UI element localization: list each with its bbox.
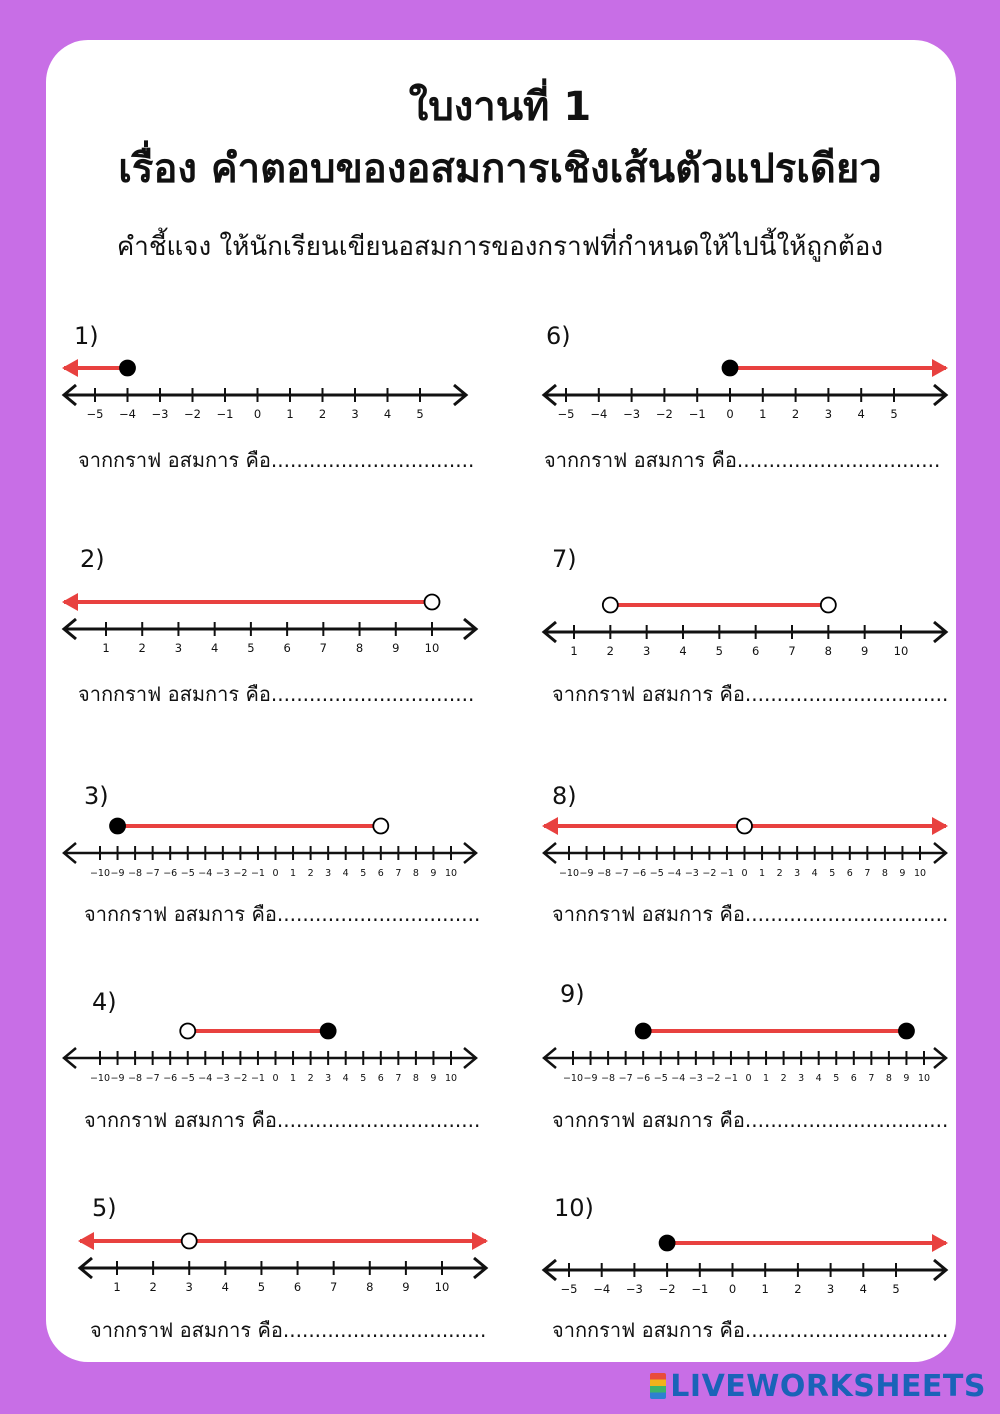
tick-label: −3 bbox=[684, 868, 699, 879]
tick-label: −7 bbox=[145, 1073, 160, 1084]
tick-label: −7 bbox=[618, 1073, 633, 1084]
tick-label: 1 bbox=[290, 868, 297, 879]
tick-label: 8 bbox=[824, 644, 832, 658]
tick-label: 4 bbox=[859, 1282, 867, 1296]
tick-label: 2 bbox=[606, 644, 614, 658]
open-dot bbox=[373, 819, 388, 834]
problem-number: 10) bbox=[554, 1194, 594, 1222]
ray-arrow-left bbox=[62, 593, 78, 611]
tick-label: 0 bbox=[728, 1282, 737, 1296]
tick-label: 10 bbox=[444, 868, 458, 879]
number-line bbox=[60, 592, 480, 654]
tick-label: 8 bbox=[355, 641, 364, 655]
tick-label: 0 bbox=[726, 407, 734, 421]
ray-arrow-left bbox=[62, 359, 78, 377]
brand-logo-icon bbox=[650, 1373, 666, 1399]
tick-label: −1 bbox=[691, 1282, 709, 1296]
tick-label: −4 bbox=[198, 1073, 213, 1084]
tick-label: 3 bbox=[824, 407, 833, 421]
tick-label: −5 bbox=[649, 868, 664, 879]
ray-arrow-right bbox=[472, 1232, 488, 1250]
tick-label: 10 bbox=[913, 868, 927, 879]
problem-number: 1) bbox=[74, 322, 99, 350]
tick-label: −8 bbox=[128, 868, 143, 879]
tick-label: 2 bbox=[307, 1073, 314, 1084]
answer-field[interactable]: จากกราฟ อสมการ คือ................................ bbox=[552, 902, 949, 926]
problem-number: 9) bbox=[560, 980, 585, 1008]
instructions: คำชี้แจง ให้นักเรียนเขียนอสมการของกราฟที่กำหนดให้ไปนี้ให้ถูกต้อง bbox=[116, 232, 884, 262]
tick-label: 10 bbox=[917, 1073, 931, 1084]
tick-label: 4 bbox=[342, 1073, 349, 1084]
answer-field[interactable]: จากกราฟ อสมการ คือ................................ bbox=[552, 1108, 949, 1132]
tick-label: −2 bbox=[706, 1073, 721, 1084]
tick-label: 5 bbox=[360, 868, 367, 879]
tick-label: 1 bbox=[759, 407, 767, 421]
tick-label: 5 bbox=[715, 644, 723, 658]
tick-label: 3 bbox=[325, 1073, 332, 1084]
number-line bbox=[540, 1232, 950, 1294]
number-line bbox=[60, 1020, 480, 1082]
open-dot bbox=[180, 1024, 195, 1039]
tick-label: −5 bbox=[180, 868, 195, 879]
tick-label: 2 bbox=[149, 1280, 157, 1294]
tick-label: 3 bbox=[798, 1073, 805, 1084]
liveworksheets-logo[interactable] bbox=[650, 1369, 986, 1404]
tick-label: −7 bbox=[145, 868, 160, 879]
number-line bbox=[60, 814, 480, 879]
tick-label: 8 bbox=[885, 1073, 892, 1084]
tick-label: 3 bbox=[643, 644, 651, 658]
brand-name: LIVEWORKSHEETS bbox=[670, 1369, 986, 1404]
problem-number: 5) bbox=[92, 1194, 117, 1222]
tick-label: 1 bbox=[761, 1282, 769, 1296]
tick-label: 7 bbox=[395, 1073, 402, 1084]
tick-label: 2 bbox=[794, 1282, 802, 1296]
tick-label: 5 bbox=[829, 868, 836, 879]
tick-label: 10 bbox=[434, 1280, 450, 1294]
tick-label: −4 bbox=[119, 407, 136, 421]
problem-number: 2) bbox=[80, 545, 105, 573]
tick-label: −10 bbox=[89, 868, 111, 879]
answer-field[interactable]: จากกราฟ อสมการ คือ................................ bbox=[84, 902, 481, 926]
tick-label: 6 bbox=[752, 644, 760, 658]
tick-label: 1 bbox=[763, 1073, 770, 1084]
open-dot bbox=[425, 595, 440, 610]
tick-label: −2 bbox=[702, 868, 717, 879]
tick-label: 2 bbox=[791, 407, 800, 421]
tick-label: 5 bbox=[257, 1280, 266, 1294]
tick-label: 9 bbox=[392, 641, 400, 655]
tick-label: 8 bbox=[412, 868, 419, 879]
tick-label: 3 bbox=[826, 1282, 835, 1296]
tick-label: −1 bbox=[719, 868, 734, 879]
closed-dot bbox=[723, 361, 738, 376]
tick-label: 0 bbox=[272, 868, 279, 879]
problem-number: 8) bbox=[552, 782, 577, 810]
ray-arrow-right bbox=[932, 817, 948, 835]
tick-label: 2 bbox=[318, 407, 327, 421]
number-line bbox=[540, 360, 950, 420]
tick-label: −3 bbox=[151, 407, 169, 421]
ray-arrow-right bbox=[932, 359, 948, 377]
tick-label: 3 bbox=[185, 1280, 193, 1294]
tick-label: 0 bbox=[741, 868, 748, 879]
tick-label: 7 bbox=[868, 1073, 875, 1084]
tick-label: 8 bbox=[366, 1280, 374, 1294]
tick-label: 4 bbox=[221, 1280, 229, 1294]
open-dot bbox=[182, 1234, 197, 1249]
tick-label: −3 bbox=[623, 407, 641, 421]
tick-label: −2 bbox=[184, 407, 201, 421]
tick-label: 10 bbox=[444, 1073, 458, 1084]
closed-dot bbox=[660, 1236, 675, 1251]
closed-dot bbox=[110, 819, 125, 834]
tick-label: 9 bbox=[430, 868, 437, 879]
tick-label: −4 bbox=[593, 1282, 611, 1296]
tick-label: 1 bbox=[113, 1280, 121, 1294]
tick-label: −4 bbox=[198, 868, 213, 879]
tick-label: 4 bbox=[342, 868, 349, 879]
tick-label: 0 bbox=[253, 407, 262, 421]
tick-label: 6 bbox=[293, 1280, 302, 1294]
tick-label: 7 bbox=[788, 644, 796, 658]
tick-label: 0 bbox=[745, 1073, 752, 1084]
tick-label: −10 bbox=[562, 1073, 584, 1084]
tick-label: −8 bbox=[128, 1073, 143, 1084]
tick-label: 3 bbox=[325, 868, 332, 879]
tick-label: 5 bbox=[247, 641, 255, 655]
tick-label: −9 bbox=[579, 868, 594, 879]
tick-label: 1 bbox=[759, 868, 766, 879]
tick-label: 1 bbox=[570, 644, 578, 658]
tick-label: 8 bbox=[881, 868, 888, 879]
tick-label: 3 bbox=[174, 641, 183, 655]
tick-label: 1 bbox=[102, 641, 110, 655]
ray-arrow-right bbox=[932, 1234, 948, 1252]
tick-label: −1 bbox=[723, 1073, 738, 1084]
tick-label: 5 bbox=[833, 1073, 840, 1084]
tick-label: −4 bbox=[590, 407, 608, 421]
closed-dot bbox=[120, 361, 135, 376]
tick-label: 4 bbox=[679, 644, 687, 658]
tick-label: −3 bbox=[625, 1282, 643, 1296]
tick-label: 1 bbox=[286, 407, 294, 421]
answer-field[interactable]: จากกราฟ อสมการ คือ................................ bbox=[552, 682, 949, 706]
tick-label: 5 bbox=[416, 407, 424, 421]
answer-field[interactable]: จากกราฟ อสมการ คือ................................ bbox=[544, 448, 941, 472]
tick-label: −9 bbox=[583, 1073, 598, 1084]
tick-label: −3 bbox=[688, 1073, 703, 1084]
problem-number: 6) bbox=[546, 322, 571, 350]
tick-label: 4 bbox=[811, 868, 818, 879]
tick-label: −2 bbox=[658, 1282, 676, 1296]
tick-label: −5 bbox=[86, 407, 104, 421]
number-line bbox=[540, 1022, 950, 1084]
tick-label: −6 bbox=[163, 868, 178, 879]
tick-label: 10 bbox=[893, 644, 909, 658]
tick-label: 7 bbox=[319, 641, 327, 655]
tick-label: 6 bbox=[283, 641, 291, 655]
tick-label: −6 bbox=[163, 1073, 178, 1084]
tick-label: −10 bbox=[558, 868, 580, 879]
answer-field[interactable]: จากกราฟ อสมการ คือ................................ bbox=[90, 1318, 487, 1342]
problem-number: 7) bbox=[552, 545, 577, 573]
tick-label: −4 bbox=[667, 868, 682, 879]
number-line bbox=[60, 360, 470, 420]
tick-label: −6 bbox=[636, 1073, 651, 1084]
tick-label: −7 bbox=[614, 868, 629, 879]
closed-dot bbox=[321, 1024, 336, 1039]
number-line bbox=[540, 814, 950, 879]
problem-number: 4) bbox=[92, 988, 117, 1016]
tick-label: −1 bbox=[688, 407, 706, 421]
closed-dot bbox=[899, 1024, 914, 1039]
tick-label: 9 bbox=[861, 644, 869, 658]
tick-label: 4 bbox=[383, 407, 392, 421]
open-dot bbox=[603, 598, 618, 613]
tick-label: 6 bbox=[377, 1073, 384, 1084]
tick-label: 9 bbox=[402, 1280, 410, 1294]
tick-label: −5 bbox=[653, 1073, 668, 1084]
tick-label: 5 bbox=[890, 407, 898, 421]
tick-label: −6 bbox=[632, 868, 647, 879]
answer-field[interactable]: จากกราฟ อสมการ คือ................................ bbox=[552, 1318, 949, 1342]
tick-label: 4 bbox=[815, 1073, 822, 1084]
tick-label: −8 bbox=[597, 868, 612, 879]
tick-label: −9 bbox=[110, 1073, 125, 1084]
tick-label: −3 bbox=[215, 868, 230, 879]
number-line bbox=[540, 594, 950, 656]
answer-field[interactable]: จากกราฟ อสมการ คือ................................ bbox=[78, 448, 475, 472]
tick-label: 4 bbox=[857, 407, 865, 421]
tick-label: 2 bbox=[776, 868, 783, 879]
tick-label: −10 bbox=[89, 1073, 111, 1084]
open-dot bbox=[821, 598, 836, 613]
closed-dot bbox=[636, 1024, 651, 1039]
tick-label: 2 bbox=[138, 641, 146, 655]
tick-label: −2 bbox=[233, 868, 248, 879]
tick-label: −1 bbox=[250, 868, 265, 879]
tick-label: −8 bbox=[601, 1073, 616, 1084]
ray-arrow-left bbox=[542, 817, 558, 835]
page-title: ใบงานที่ 1 bbox=[408, 84, 592, 130]
tick-label: 10 bbox=[424, 641, 440, 655]
tick-label: 7 bbox=[864, 868, 871, 879]
tick-label: 7 bbox=[330, 1280, 338, 1294]
tick-label: 9 bbox=[899, 868, 906, 879]
tick-label: −5 bbox=[560, 1282, 578, 1296]
tick-label: 3 bbox=[794, 868, 801, 879]
tick-label: −9 bbox=[110, 868, 125, 879]
tick-label: 3 bbox=[351, 407, 359, 421]
tick-label: −2 bbox=[655, 407, 673, 421]
tick-label: 9 bbox=[430, 1073, 437, 1084]
open-dot bbox=[737, 819, 752, 834]
number-line bbox=[76, 1226, 490, 1294]
tick-label: −4 bbox=[671, 1073, 686, 1084]
tick-label: 0 bbox=[272, 1073, 279, 1084]
tick-label: 9 bbox=[903, 1073, 910, 1084]
tick-label: 8 bbox=[412, 1073, 419, 1084]
tick-label: 5 bbox=[892, 1282, 900, 1296]
tick-label: −5 bbox=[557, 407, 575, 421]
answer-field[interactable]: จากกราฟ อสมการ คือ................................ bbox=[84, 1108, 481, 1132]
problem-number: 3) bbox=[84, 782, 109, 810]
answer-field[interactable]: จากกราฟ อสมการ คือ................................ bbox=[78, 682, 475, 706]
tick-label: 5 bbox=[360, 1073, 367, 1084]
tick-label: −1 bbox=[216, 407, 234, 421]
tick-label: 6 bbox=[377, 868, 384, 879]
tick-label: 2 bbox=[780, 1073, 787, 1084]
tick-label: 6 bbox=[850, 1073, 857, 1084]
page-subtitle: เรื่อง คำตอบของอสมการเชิงเส้นตัวแปรเดียว bbox=[118, 146, 882, 192]
tick-label: 2 bbox=[307, 868, 314, 879]
tick-label: −2 bbox=[233, 1073, 248, 1084]
tick-label: 7 bbox=[395, 868, 402, 879]
tick-label: −3 bbox=[215, 1073, 230, 1084]
tick-label: −1 bbox=[250, 1073, 265, 1084]
tick-label: 1 bbox=[290, 1073, 297, 1084]
tick-label: −5 bbox=[180, 1073, 195, 1084]
tick-label: 6 bbox=[846, 868, 853, 879]
ray-arrow-left bbox=[78, 1232, 94, 1250]
tick-label: 4 bbox=[211, 641, 219, 655]
